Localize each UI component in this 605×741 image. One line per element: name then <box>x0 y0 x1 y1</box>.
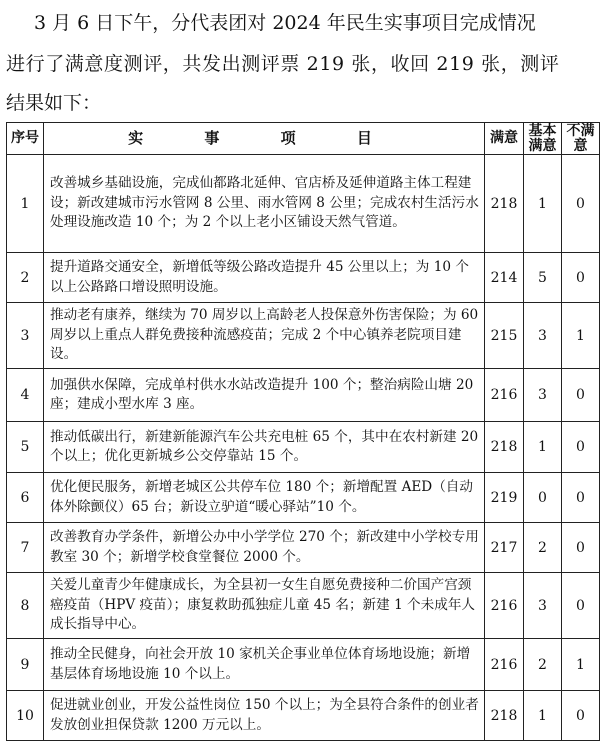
row-basic-satisfied: 5 <box>524 253 562 303</box>
intro-line-3: 结果如下： <box>6 92 102 114</box>
row-item-text: 推动全民健身，向社会开放 10 家机关企事业单位体育场地设施；新增基层体育场地设施 10 个以上。 <box>44 639 485 691</box>
row-unsatisfied: 0 <box>562 473 600 523</box>
row-index: 4 <box>7 369 44 422</box>
row-basic-satisfied: 3 <box>524 303 562 369</box>
row-satisfied: 216 <box>485 639 524 691</box>
row-basic-satisfied: 3 <box>524 573 562 639</box>
row-unsatisfied: 0 <box>562 253 600 303</box>
row-item-text: 改善教育办学条件，新增公办中小学学位 270 个；新改建中小学校专用教室 30 个；新增学校食堂餐位 2000 个。 <box>44 523 485 573</box>
header-item: 实 事 项 目 <box>44 123 485 155</box>
row-index: 6 <box>7 473 44 523</box>
row-basic-satisfied: 1 <box>524 691 562 741</box>
row-item-text: 优化便民服务，新增老城区公共停车位 180 个；新增配置 AED（自动体外除颤仪）65 台；新设立驴道“暖心驿站”10 个。 <box>44 473 485 523</box>
row-unsatisfied: 0 <box>562 573 600 639</box>
intro-line-2: 进行了满意度测评，共发出测评票 219 张，收回 219 张，测评 <box>6 53 560 75</box>
row-index: 2 <box>7 253 44 303</box>
row-basic-satisfied: 0 <box>524 473 562 523</box>
table-row <box>7 639 600 691</box>
row-unsatisfied: 0 <box>562 369 600 422</box>
row-item-text: 促进就业创业，开发公益性岗位 150 个以上；为全县符合条件的创业者发放创业担保贷款 1200 万元以上。 <box>44 691 485 741</box>
row-satisfied: 219 <box>485 473 524 523</box>
table-header-row <box>7 123 600 155</box>
row-unsatisfied: 0 <box>562 422 600 473</box>
table-row <box>7 303 600 369</box>
table-row <box>7 253 600 303</box>
row-index: 5 <box>7 422 44 473</box>
row-index: 8 <box>7 573 44 639</box>
row-unsatisfied: 1 <box>562 639 600 691</box>
table-row <box>7 523 600 573</box>
row-index: 3 <box>7 303 44 369</box>
table-row <box>7 473 600 523</box>
row-basic-satisfied: 2 <box>524 523 562 573</box>
row-unsatisfied: 0 <box>562 155 600 253</box>
row-item-text: 关爱儿童青少年健康成长，为全县初一女生自愿免费接种二价国产宫颈癌疫苗（HPV 疫苗）；康复救助孤独症儿童 45 名；新建 1 个未成年人成长指导中心。 <box>44 573 485 639</box>
header-index: 序号 <box>7 123 44 155</box>
row-basic-satisfied: 3 <box>524 369 562 422</box>
header-satisfied: 满意 <box>485 123 524 155</box>
row-unsatisfied: 1 <box>562 303 600 369</box>
row-unsatisfied: 0 <box>562 523 600 573</box>
row-satisfied: 218 <box>485 422 524 473</box>
row-satisfied: 218 <box>485 155 524 253</box>
table-row <box>7 155 600 253</box>
row-satisfied: 214 <box>485 253 524 303</box>
intro-line-1: 3 月 6 日下午，分代表团对 2024 年民生实事项目完成情况 <box>34 12 536 34</box>
satisfaction-results-table <box>6 122 600 741</box>
row-satisfied: 218 <box>485 691 524 741</box>
row-satisfied: 217 <box>485 523 524 573</box>
table-row <box>7 691 600 741</box>
row-index: 1 <box>7 155 44 253</box>
row-index: 7 <box>7 523 44 573</box>
row-basic-satisfied: 1 <box>524 155 562 253</box>
row-index: 9 <box>7 639 44 691</box>
row-item-text: 推动低碳出行，新建新能源汽车公共充电桩 65 个，其中在农村新建 20 个以上；优化更新城乡公交停靠站 15 个。 <box>44 422 485 473</box>
table-row <box>7 422 600 473</box>
header-unsatisfied: 不满意 <box>562 123 600 155</box>
row-item-text: 改善城乡基础设施，完成仙都路北延伸、官店桥及延伸道路主体工程建设；新改建城市污水管网 8 公里、雨水管网 8 公里；完成农村生活污水处理设施改造 10 个；为 2 个以上老小区铺设天然气管道。 <box>44 155 485 253</box>
header-basic-satisfied: 基本满意 <box>524 123 562 155</box>
table-row <box>7 369 600 422</box>
table-row <box>7 573 600 639</box>
intro-paragraph <box>0 0 605 123</box>
row-satisfied: 215 <box>485 303 524 369</box>
row-basic-satisfied: 2 <box>524 639 562 691</box>
row-item-text: 加强供水保障，完成单村供水水站改造提升 100 个；整治病险山塘 20 座；建成小型水库 3 座。 <box>44 369 485 422</box>
row-satisfied: 216 <box>485 573 524 639</box>
row-index: 10 <box>7 691 44 741</box>
row-item-text: 推动老有康养，继续为 70 周岁以上高龄老人投保意外伤害保险；为 60 周岁以上重点人群免费接种流感疫苗；完成 2 个中心镇养老院项目建设。 <box>44 303 485 369</box>
row-item-text: 提升道路交通安全，新增低等级公路改造提升 45 公里以上；为 10 个以上公路路口增设照明设施。 <box>44 253 485 303</box>
row-unsatisfied: 0 <box>562 691 600 741</box>
row-basic-satisfied: 1 <box>524 422 562 473</box>
row-satisfied: 216 <box>485 369 524 422</box>
